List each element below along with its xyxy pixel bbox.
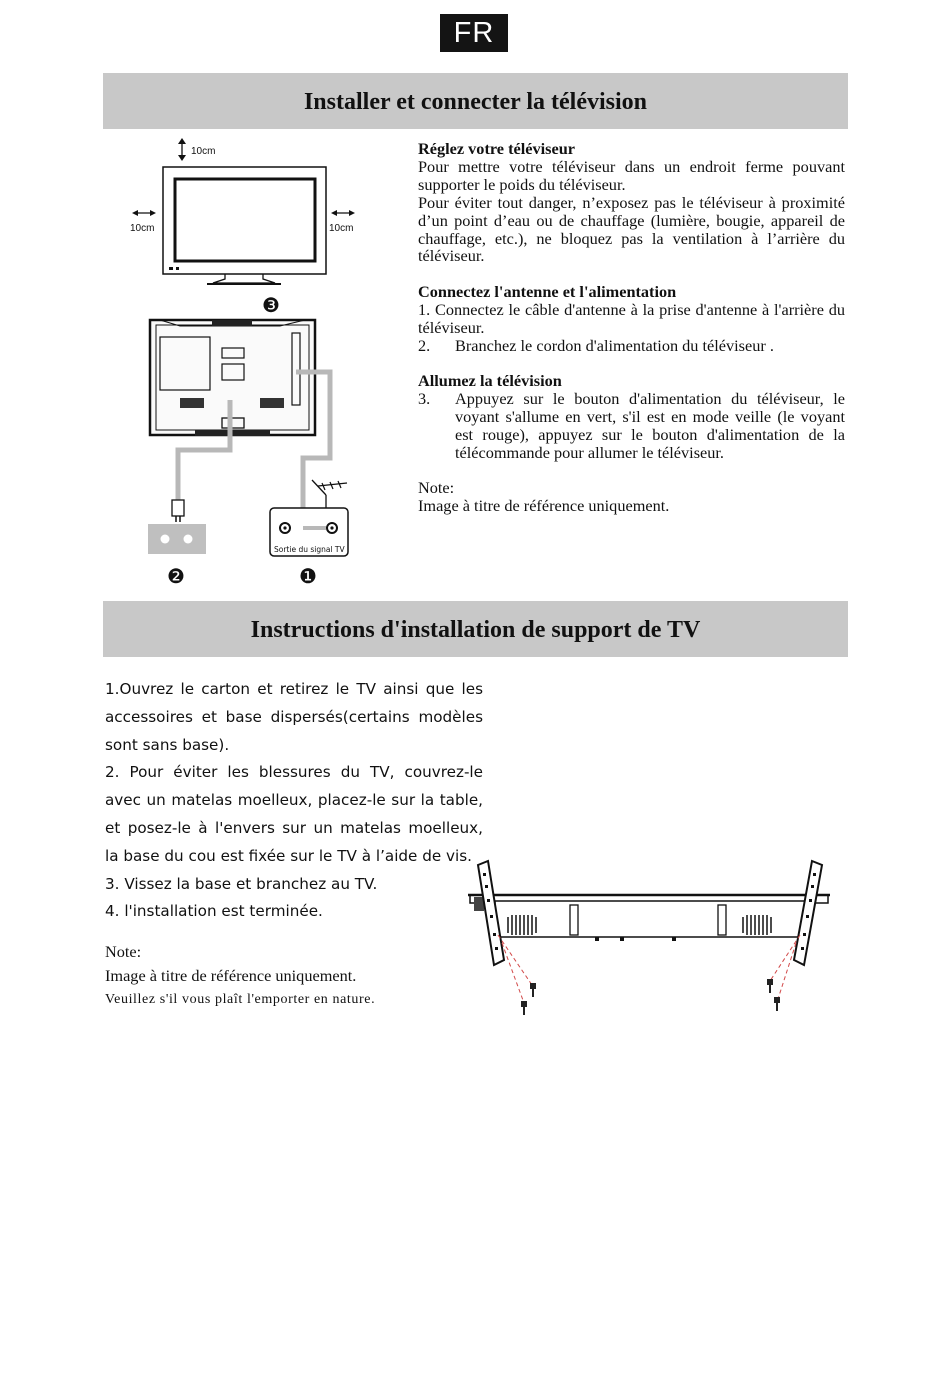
stand-step-4: 4. l'installation est terminée. — [105, 902, 323, 921]
step-marker-3: ❸ — [262, 293, 280, 317]
connect-item2-text: Branchez le cordon d'alimentation du téléviseur . — [455, 335, 774, 355]
set-tv-block — [418, 140, 845, 265]
note-label-1: Note: — [418, 478, 455, 497]
set-tv-heading: Réglez votre téléviseur — [418, 139, 576, 158]
power-on-item3-number: 3. — [418, 388, 431, 408]
connect-heading: Connectez l'antenne et l'alimentation — [418, 282, 677, 301]
note-text-1: Image à titre de référence uniquement. — [418, 495, 670, 515]
stand-step-2: 2. Pour éviter les blessures du TV, couvrez-le avec un matelas moelleux, placez-le sur la table, et posez-le à l'envers sur un matelas moelleux, la base du cou est fixée sur le TV à l’aide de vis. — [105, 763, 483, 865]
clearance-left-label: 10cm — [130, 223, 155, 234]
connect-item1: 1. Connectez le câble d'antenne à la prise d'antenne à l'arrière du téléviseur. — [418, 299, 845, 337]
power-on-item3-text: Appuyez sur le bouton d'alimentation du téléviseur, le voyant s'allume en vert, s'il est en mode veille (le voyant est rouge), appuyez sur le bouton d'alimentation de la télécommande pour allumer le téléviseur. — [455, 388, 845, 462]
section-title-stand: Instructions d'installation de support de TV — [103, 601, 848, 657]
clearance-top-label: 10cm — [191, 146, 216, 157]
connect-block — [418, 283, 845, 355]
clearance-right-label: 10cm — [329, 223, 354, 234]
step-marker-1: ❶ — [299, 564, 317, 588]
stand-steps — [105, 676, 483, 926]
note-extra-2: Veuillez s'il vous plaît l'emporter en nature. — [105, 992, 376, 1007]
note-block-2 — [105, 940, 505, 1012]
connect-item2-number: 2. — [418, 335, 431, 355]
step-marker-2: ❷ — [167, 564, 185, 588]
stand-step-1: 1.Ouvrez le carton et retirez le TV ainsi que les accessoires et base dispersés(certains modèles sont sans base). — [105, 680, 483, 754]
tv-rear-connection-diagram — [140, 290, 380, 590]
note-text-2: Image à titre de référence uniquement. — [105, 966, 357, 985]
set-tv-para1: Pour mettre votre téléviseur dans un endroit ferme pouvant supporter le poids du téléviseur. — [418, 156, 845, 194]
socket-label: Sortie du signal TV — [274, 545, 345, 554]
stand-installation-diagram — [460, 855, 840, 1020]
note-label-2: Note: — [105, 942, 142, 961]
power-on-block — [418, 372, 845, 462]
stand-step-3: 3. Vissez la base et branchez au TV. — [105, 874, 378, 893]
connect-item2 — [418, 337, 845, 355]
set-tv-para2: Pour éviter tout danger, n’exposez pas le téléviseur à proximité d’un point d’eau ou de chauffage (lumière, bougie, appareil de chauffage, etc.), ne bloquez pas la ventilation à l’arrière du téléviseur. — [418, 192, 845, 266]
power-on-item3 — [418, 390, 845, 462]
language-badge: FR — [440, 14, 508, 52]
section-title-install: Installer et connecter la télévision — [103, 73, 848, 129]
note-block-1 — [418, 479, 845, 515]
power-on-heading: Allumez la télévision — [418, 371, 562, 390]
tv-front-clearance-diagram — [125, 135, 385, 295]
